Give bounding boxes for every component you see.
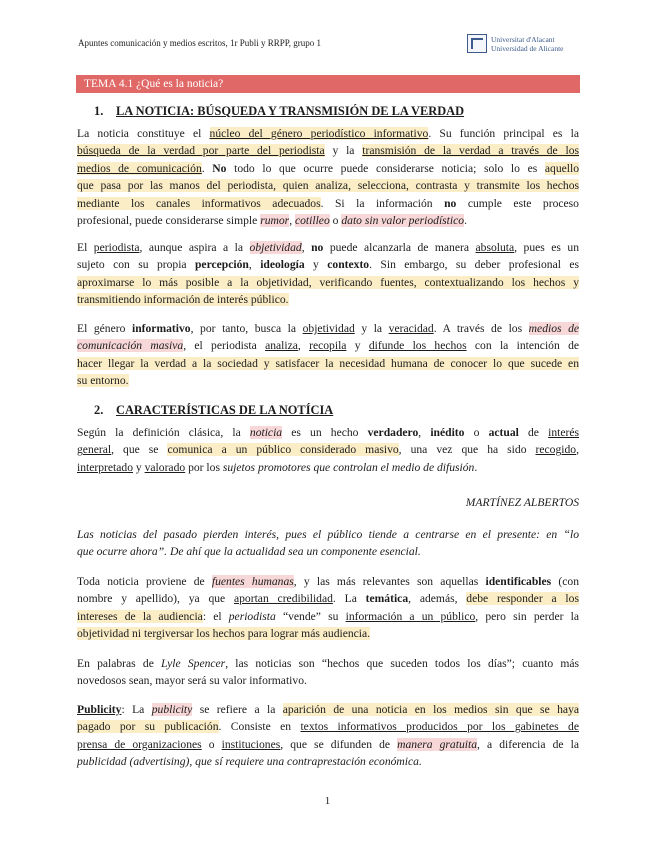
text-run: “vende” su [275,609,346,623]
text-run: : el [202,609,229,623]
text-line [77,212,579,229]
text-run: temática [365,592,409,606]
text-run: transmisión de la verdad a través de los [362,144,580,158]
paragraph-1 [77,125,579,229]
text-run: objetividad [302,322,355,335]
text-run: recopila [309,339,347,353]
text-line [77,372,579,389]
text-run: y la [324,144,363,158]
text-run: , [297,339,310,353]
text-run: , pues es un [514,241,579,254]
text-line [77,753,579,770]
text-line [77,590,579,607]
text-run: , [576,443,579,457]
quote-paragraph [77,526,579,561]
text-run: novedosos sean, mayor será su valor informativo. [77,674,307,688]
text-run: general [77,443,112,457]
text-line [77,125,579,142]
section-number: 2. [94,403,104,417]
text-run: manera gratuita [397,737,477,751]
text-run: , una vez que ha sido [398,443,536,457]
text-run: debe responder a los [466,592,579,606]
text-run: mediante los canales informativos adecuados [77,196,321,210]
text-run: , por tanto, busca la [190,322,303,335]
topic-banner [76,75,580,93]
text-line [77,441,579,458]
text-run: rumor [260,214,290,228]
text-run: núcleo del género periodístico informativo [209,127,429,140]
section-number: 1. [94,104,104,118]
text-line [77,736,579,753]
text-run: , el periodista [183,339,266,353]
text-run: . A través de los [433,322,529,335]
text-run: objetividad [249,241,302,254]
text-run: : La [121,703,152,716]
text-run: identificables [485,575,552,588]
text-run: Publicity [77,703,122,716]
text-run: informativo [131,322,191,335]
paragraph-3 [77,320,579,390]
text-run: es un hecho [282,426,368,439]
text-line [77,337,579,354]
text-run: (con [551,575,579,588]
text-run: . [464,214,467,228]
text-run: El [77,241,94,254]
text-run: no [444,196,457,210]
text-run: puede alcanzarla de manera [323,241,476,254]
text-run: , [289,214,295,228]
text-run: Las noticias del pasado pierden interés, pues el público tiende a centrarse en el presente: en “lo [77,528,579,541]
text-run: medios de comunicación [77,161,202,175]
paragraph-6 [77,655,579,690]
text-run: recogido [535,443,577,457]
text-run: aparición de una noticia en los medios sin que se haya [282,703,580,716]
text-run: contexto [327,258,370,272]
text-run: medios de [528,322,580,335]
text-line [77,291,579,308]
text-run: . Consiste en [218,720,301,734]
text-run: veracidad [388,322,434,335]
logo-line-2: Universidad de Alicante [491,43,564,53]
running-header: Apuntes comunicación y medios escritos, 1r Publi y RRPP, grupo 1 [78,38,321,48]
text-run: objetividad ni tergiversar los hechos para lograr más audiencia. [77,627,371,641]
text-line [77,274,579,291]
text-run: búsqueda de la verdad por parte del periodista [77,144,325,158]
text-run: , [418,426,431,439]
university-logo-icon [467,34,487,53]
text-run: , que se [111,443,168,457]
text-run: , además, [408,592,467,606]
text-run: absoluta [475,241,515,254]
text-run: fuentes humanas [211,575,294,588]
text-run: El género [77,322,132,335]
text-line [77,573,579,590]
text-run: se refiere a la [192,703,283,716]
section-title: LA NOTICIA: BÚSQUEDA Y TRANSMISIÓN DE LA VERDAD [116,104,465,118]
text-line [77,424,579,441]
text-run: . Sin embargo, su deber profesional es [369,258,580,272]
text-line [77,239,579,256]
text-run: textos informativos producidos por los gabinetes de [300,720,579,734]
text-line [77,320,579,337]
text-run: La noticia constituye el [77,127,210,140]
text-line [77,459,579,476]
text-run: periodista [228,609,276,623]
text-run: transmitiendo información de interés público. [77,293,289,307]
text-run: que pasa por las manos del periodista, quien analiza, selecciona, contrasta y transmite los hechos [77,179,579,193]
text-run: inédito [430,426,465,439]
paragraph-2 [77,239,579,309]
text-run: aportan credibilidad [233,592,333,606]
text-run: , y las más relevantes son aquellas [293,575,486,588]
text-run: sujetos promotores que controlan el medio de difusión [222,460,475,474]
text-run: intereses de la audiencia [77,609,203,623]
text-run: y la [354,322,389,335]
text-line [77,672,579,689]
text-line [77,718,579,735]
text-run: interpretado [77,460,134,474]
text-run: , que se difunden de [280,737,398,751]
text-run: Toda noticia proviene de [77,575,212,588]
text-run: En palabras de [77,657,162,670]
paragraph-7 [77,701,579,771]
text-run: no [311,241,324,254]
text-run: valorado [144,460,186,474]
text-run: que ocurre ahora”. De ahí que la actualidad sea un componente esencial. [77,545,421,559]
text-run: cumple este proceso [456,196,579,210]
text-run: Según la definición clásica, la [77,426,250,439]
text-run: todo lo que ocurre puede considerarse noticia; solo lo es [226,161,545,175]
text-run: o [464,426,489,439]
text-line [77,195,579,212]
text-run: verdadero [367,426,419,439]
text-run: , aunque aspira a la [139,241,250,254]
text-run: noticia [249,426,283,439]
text-run: aquello [544,161,579,175]
paragraph-5 [77,573,579,643]
text-run: o [201,737,222,751]
page-number: 1 [324,795,331,807]
text-run: analiza [265,339,298,353]
text-line [77,655,579,672]
text-run: periodista [93,241,140,254]
text-line [77,142,579,159]
text-run: y [133,460,145,474]
section-heading-1 [94,104,464,119]
text-run: percepción [194,258,249,272]
text-run: y [346,339,369,353]
text-run: , pero sin perder la [475,609,579,623]
text-run: , [248,258,261,272]
text-line [77,355,579,372]
text-line [77,701,579,718]
text-run: nombre y apellido), ya que [77,592,234,606]
text-run: sujeto con su propia [77,258,195,272]
section-title: CARACTERÍSTICAS DE LA NOTÍCIA [116,403,334,417]
text-run: . [474,460,478,474]
text-run: , a diferencia de la [477,737,580,751]
text-run: pagado por su publicación [77,720,219,734]
text-run: o [329,214,342,228]
text-run: de [518,426,549,439]
paragraph-4 [77,424,579,476]
text-run: cotilleo [294,214,330,228]
text-run: , las noticias son “hechos que suceden todos los días”; cuanto más [225,657,579,670]
quote-attribution: MARTÍNEZ ALBERTOS [465,496,579,509]
text-line [77,256,579,273]
text-run: por los [185,460,223,474]
text-run: . La [332,592,366,606]
logo-line-1: Universitat d'Alacant [491,34,555,44]
text-run: publicidad (advertising), que sí requiere una contraprestación económica. [77,755,422,769]
text-run: . [201,161,213,175]
text-line [77,160,579,177]
text-run: ideología [260,258,305,272]
text-run: profesional, puede considerarse simple [77,214,261,228]
text-run: con la intención de [466,339,580,353]
text-run: instituciones [221,737,281,751]
university-logo [467,34,563,53]
text-run: comunica a un público considerado masivo [167,443,399,457]
text-line [77,625,579,642]
text-run: interés [548,426,579,439]
section-heading-2 [94,403,333,418]
text-line [77,608,579,625]
text-run: difunde los hechos [368,339,467,353]
text-run: prensa de organizaciones [77,737,202,751]
text-run: , [301,241,312,254]
text-run: aproximarse lo más posible a la objetividad, verificando fuentes, contextualizando los hechos y [77,275,579,289]
text-run: dato sin valor periodístico [341,214,465,228]
text-run: . Si la información [320,196,445,210]
text-run: y [304,258,328,272]
text-run: su entorno. [77,374,129,388]
text-run: . Su función principal es la [428,127,579,140]
text-run: No [212,161,227,175]
topic-title: TEMA 4.1 ¿Qué es la noticia? [84,78,224,90]
text-run: comunicación masiva [77,339,184,353]
text-run: Lyle Spencer [161,657,226,670]
text-run: hacer llegar la verdad a la sociedad y satisfacer la necesidad humana de conocer lo que sucede en [77,356,579,370]
text-run: actual [488,426,519,439]
text-line [77,177,579,194]
text-run: publicity [151,703,193,716]
text-run: información a un público [345,609,476,623]
